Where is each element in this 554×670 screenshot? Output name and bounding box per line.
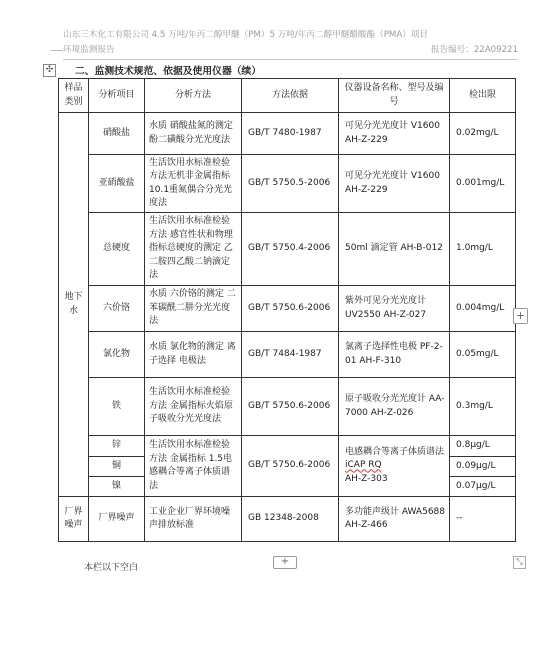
- instrument: 紫外可见分光光度计 UV2550 AH-Z-027: [339, 286, 450, 332]
- method-basis: GB/T 5750.5-2006: [242, 155, 339, 213]
- blank-below-note: 本栏以下空白: [84, 563, 139, 573]
- method-basis: GB/T 5750.4-2006: [242, 213, 339, 286]
- header-report-type: 环境监测报告: [63, 45, 115, 55]
- table-row: [59, 436, 516, 457]
- analysis-item: 氯化物: [89, 332, 145, 378]
- analysis-method: 水质 硝酸盐氮的测定 酚二磺酸分光光度法: [145, 113, 242, 155]
- detection-limit: 0.004mg/L: [450, 286, 516, 332]
- detection-limit: --: [450, 497, 516, 542]
- analysis-method: 水质 氯化物的测定 离子选择 电极法: [145, 332, 242, 378]
- header-project-title: 山东三木化工有限公司 4.5 万吨/年丙二醇甲醚（PM）5 万吨/年丙二醇甲醚醋酸酯（PMA）项目: [63, 30, 428, 40]
- add-column-plus-icon[interactable]: +: [513, 308, 528, 324]
- instrument: 可见分光光度计 V1600 AH-Z-229: [339, 113, 450, 155]
- analysis-item: 铁: [89, 378, 145, 436]
- instrument: 氯离子选择性电极 PF-2-01 AH-F-310: [339, 332, 450, 378]
- analysis-item: 亚硝酸盐: [89, 155, 145, 213]
- analysis-item: 总硬度: [89, 213, 145, 286]
- groundwater-category-cell: 地下水: [59, 113, 89, 497]
- method-basis: GB/T 5750.6-2006: [242, 286, 339, 332]
- detection-limit: 0.05mg/L: [450, 332, 516, 378]
- detection-limit: 0.07μg/L: [450, 477, 516, 497]
- instrument: 50ml 滴定管 AH-B-012: [339, 213, 450, 286]
- instrument: [339, 436, 450, 497]
- detection-limit: 0.3mg/L: [450, 378, 516, 436]
- analysis-method: 水质 六价铬的测定 二苯碳酰二肼分光光度法: [145, 286, 242, 332]
- table-row: [59, 286, 516, 332]
- table-header-row: [59, 79, 516, 113]
- detection-limit: 0.02mg/L: [450, 113, 516, 155]
- header-margin-mark: [51, 50, 63, 51]
- analysis-item-copper: 铜: [89, 457, 145, 477]
- header-instrument: 仪器设备名称、型号及编号: [339, 79, 450, 113]
- instrument: 原子吸收分光光度计 AA-7000 AH-Z-026: [339, 378, 450, 436]
- section-title: 二、监测技术规范、依据及使用仪器（续）: [75, 66, 262, 77]
- table-row: [59, 213, 516, 286]
- analysis-item-zinc: 锌: [89, 436, 145, 457]
- header-detection-limit: 检出限: [450, 79, 516, 113]
- header-sample-category: 样品类别: [59, 79, 89, 113]
- method-basis: GB 12348-2008: [242, 497, 339, 542]
- instrument: 多功能声级计 AWA5688 AH-Z-466: [339, 497, 450, 542]
- detection-limit: 0.001mg/L: [450, 155, 516, 213]
- table-row: [59, 378, 516, 436]
- header-report-number: 报告编号：22A09221: [430, 45, 518, 55]
- header-report-line: [63, 43, 518, 60]
- header-analysis-item: 分析项目: [89, 79, 145, 113]
- table-row: [59, 113, 516, 155]
- table-move-handle-icon[interactable]: ✣: [43, 64, 56, 77]
- page-header: [63, 28, 518, 60]
- detection-limit: 0.8μg/L: [450, 436, 516, 457]
- analysis-item: 六价铬: [89, 286, 145, 332]
- analysis-method: 生活饮用水标准检验方法 金属指标火焰原子吸收分光光度法: [145, 378, 242, 436]
- analysis-method: 生活饮用水标准检验方法 金属指标 1.5电感耦合等离子体质谱法: [145, 436, 242, 497]
- detection-limit: 0.09μg/L: [450, 457, 516, 477]
- analysis-item: 厂界噪声: [89, 497, 145, 542]
- table-resize-icon[interactable]: ⤡: [513, 556, 526, 569]
- method-basis: GB/T 7480-1987: [242, 113, 339, 155]
- monitoring-table: [58, 78, 516, 542]
- table-row: [59, 332, 516, 378]
- detection-limit: 1.0mg/L: [450, 213, 516, 286]
- header-analysis-method: 分析方法: [145, 79, 242, 113]
- method-basis: GB/T 5750.6-2006: [242, 378, 339, 436]
- analysis-method: 生活饮用水标准检验方法无机非金属指标 10.1重氮偶合分光光度法: [145, 155, 242, 213]
- method-basis: GB/T 7484-1987: [242, 332, 339, 378]
- method-basis: GB/T 5750.6-2006: [242, 436, 339, 497]
- boundary-noise-category-cell: 厂界噪声: [59, 497, 89, 542]
- add-row-plus-icon[interactable]: +: [273, 556, 297, 569]
- header-method-basis: 方法依据: [242, 79, 339, 113]
- instrument-code: AH-Z-303: [345, 473, 388, 484]
- instrument-name: 电感耦合等离子体质谱法: [345, 446, 445, 457]
- instrument-model: iCAP RQ: [345, 460, 382, 471]
- table-row: [59, 497, 516, 542]
- table-row: [59, 155, 516, 213]
- analysis-method: 工业企业厂界环境噪声排放标准: [145, 497, 242, 542]
- analysis-item-nickel: 镍: [89, 477, 145, 497]
- analysis-item: 硝酸盐: [89, 113, 145, 155]
- instrument: 可见分光光度计 V1600 AH-Z-229: [339, 155, 450, 213]
- analysis-method: 生活饮用水标准检验方法 感官性状和物理指标总硬度的测定 乙二胺四乙酸二钠滴定法: [145, 213, 242, 286]
